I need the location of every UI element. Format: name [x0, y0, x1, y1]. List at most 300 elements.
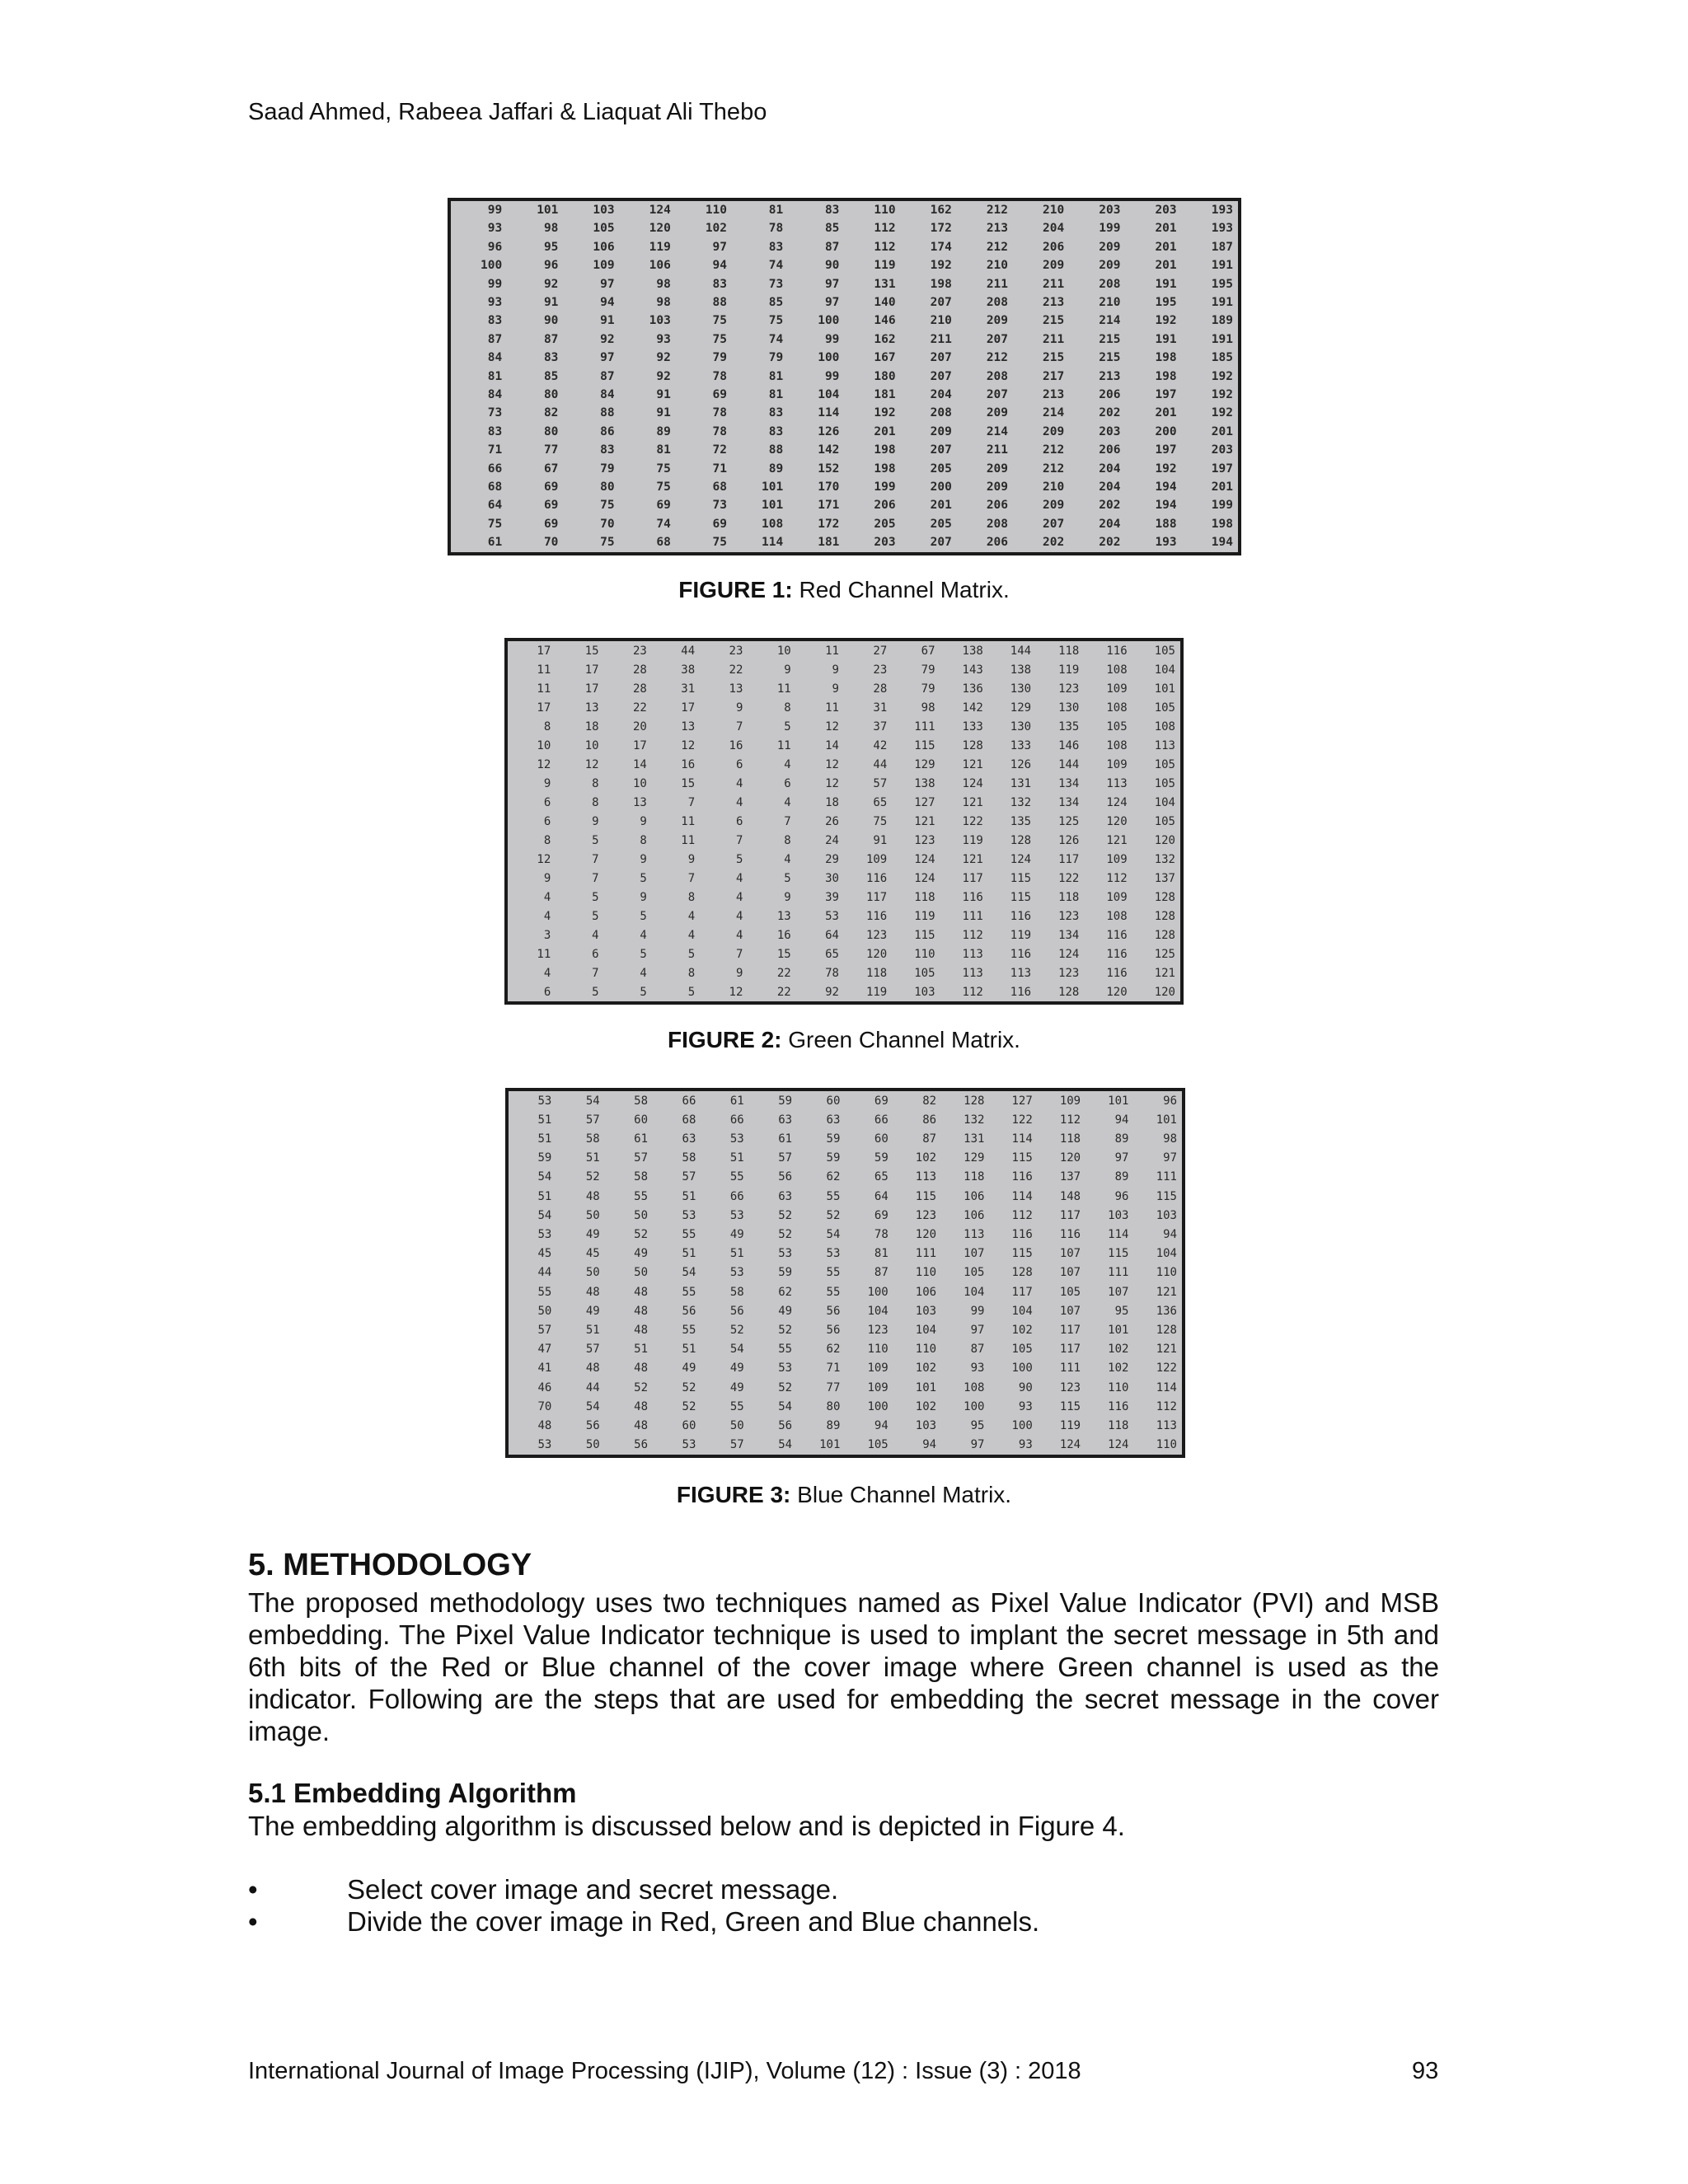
- matrix-cell: 96: [1114, 1189, 1129, 1203]
- matrix-cell: 198: [930, 277, 952, 291]
- matrix-cell: 83: [768, 406, 784, 420]
- matrix-cell: 5: [592, 890, 599, 904]
- matrix-cell: 118: [964, 1170, 985, 1184]
- matrix-cell: 212: [986, 351, 1009, 365]
- matrix-cell: 54: [826, 1228, 841, 1242]
- matrix-cell: 91: [600, 314, 615, 328]
- matrix-row: [508, 774, 1180, 793]
- matrix-cell: 103: [915, 1419, 937, 1433]
- matrix-cell: 9: [592, 814, 599, 828]
- bullet-text: Divide the cover image in Red, Green and Blue channels.: [347, 1906, 1040, 1937]
- matrix-row: [509, 1168, 1182, 1187]
- matrix-cell: 122: [1156, 1361, 1177, 1376]
- matrix-cell: 7: [735, 833, 743, 847]
- matrix-cell: 104: [1011, 1304, 1033, 1318]
- matrix-cell: 5: [640, 871, 647, 885]
- matrix-cell: 192: [930, 259, 952, 273]
- matrix-cell: 117: [1059, 1324, 1081, 1338]
- matrix-row: [451, 515, 1238, 533]
- matrix-cell: 28: [632, 663, 647, 677]
- matrix-cell: 105: [867, 1438, 889, 1452]
- matrix-cell: 71: [487, 443, 503, 457]
- matrix-cell: 105: [1011, 1343, 1033, 1357]
- matrix-cell: 63: [826, 1113, 841, 1127]
- matrix-cell: 203: [1099, 203, 1121, 217]
- matrix-cell: 210: [1043, 480, 1065, 494]
- matrix-cell: 7: [687, 871, 696, 885]
- matrix-cell: 12: [825, 776, 839, 790]
- matrix-cell: 212: [986, 240, 1009, 254]
- matrix-cell: 133: [962, 719, 983, 733]
- matrix-cell: 91: [656, 406, 671, 420]
- matrix-cell: 121: [1156, 1343, 1177, 1357]
- matrix-cell: 128: [1011, 1266, 1033, 1280]
- matrix-row: [508, 982, 1180, 1001]
- matrix-cell: 51: [682, 1189, 696, 1203]
- matrix-cell: 63: [778, 1113, 793, 1127]
- figure-caption-text: Green Channel Matrix.: [788, 1027, 1020, 1052]
- matrix-cell: 113: [1106, 776, 1128, 790]
- matrix-cell: 144: [1058, 757, 1080, 771]
- matrix-cell: 100: [818, 351, 840, 365]
- matrix-cell: 87: [874, 1266, 889, 1280]
- matrix-cell: 203: [1211, 443, 1233, 457]
- matrix-cell: 123: [1058, 966, 1080, 980]
- matrix-cell: 4: [784, 852, 791, 866]
- matrix-cell: 113: [964, 1228, 985, 1242]
- matrix-cell: 138: [962, 644, 983, 658]
- matrix-cell: 5: [784, 719, 791, 733]
- matrix-cell: 102: [915, 1399, 937, 1413]
- matrix-row: [451, 441, 1238, 459]
- matrix-cell: 114: [1011, 1189, 1033, 1203]
- matrix-cell: 100: [867, 1399, 889, 1413]
- matrix-cell: 129: [914, 757, 935, 771]
- matrix-cell: 138: [914, 776, 935, 790]
- matrix-cell: 210: [1099, 295, 1121, 309]
- matrix-cell: 167: [874, 351, 896, 365]
- matrix-cell: 8: [687, 890, 696, 904]
- matrix-cell: 119: [874, 259, 896, 273]
- matrix-cell: 121: [914, 814, 935, 828]
- matrix-row: [451, 201, 1238, 219]
- matrix-cell: 101: [762, 499, 784, 513]
- matrix-row: [508, 926, 1180, 944]
- matrix-cell: 7: [735, 947, 743, 961]
- matrix-row: [508, 736, 1180, 755]
- matrix-cell: 181: [874, 388, 896, 402]
- matrix-cell: 31: [681, 682, 696, 696]
- matrix-cell: 105: [1154, 776, 1175, 790]
- matrix-cell: 126: [1010, 757, 1032, 771]
- matrix-cell: 54: [585, 1094, 600, 1108]
- matrix-cell: 202: [1099, 406, 1121, 420]
- matrix-cell: 101: [819, 1438, 841, 1452]
- matrix-cell: 83: [768, 424, 784, 438]
- matrix-cell: 192: [874, 406, 896, 420]
- matrix-cell: 13: [681, 719, 696, 733]
- matrix-cell: 55: [634, 1189, 649, 1203]
- figure-caption-text: Blue Channel Matrix.: [797, 1482, 1012, 1507]
- matrix-cell: 57: [778, 1151, 793, 1165]
- matrix-cell: 211: [986, 277, 1009, 291]
- matrix-cell: 209: [1099, 259, 1121, 273]
- matrix-cell: 187: [1211, 240, 1233, 254]
- matrix-cell: 191: [1155, 277, 1177, 291]
- matrix-cell: 6: [592, 947, 599, 961]
- matrix-cell: 65: [873, 795, 888, 809]
- matrix-cell: 16: [729, 738, 743, 752]
- matrix-cell: 114: [1108, 1228, 1129, 1242]
- matrix-cell: 13: [584, 701, 599, 715]
- matrix-cell: 85: [768, 295, 784, 309]
- matrix-cell: 205: [874, 517, 896, 531]
- matrix-cell: 89: [656, 424, 671, 438]
- matrix-cell: 123: [915, 1208, 937, 1222]
- matrix-row: [508, 888, 1180, 907]
- matrix-cell: 5: [640, 947, 647, 961]
- matrix-cell: 56: [778, 1170, 793, 1184]
- matrix-row: [508, 963, 1180, 982]
- matrix-cell: 101: [762, 480, 784, 494]
- matrix-cell: 81: [768, 203, 784, 217]
- matrix-cell: 75: [656, 480, 671, 494]
- matrix-cell: 123: [867, 1324, 889, 1338]
- matrix-cell: 67: [921, 644, 935, 658]
- matrix-cell: 28: [873, 682, 888, 696]
- matrix-cell: 113: [1010, 966, 1032, 980]
- matrix-cell: 78: [768, 222, 784, 236]
- matrix-cell: 83: [712, 277, 728, 291]
- matrix-cell: 89: [826, 1419, 841, 1433]
- matrix-cell: 206: [1043, 240, 1065, 254]
- matrix-cell: 101: [1156, 1113, 1177, 1127]
- matrix-cell: 54: [729, 1343, 744, 1357]
- matrix-cell: 212: [1043, 443, 1065, 457]
- matrix-cell: 120: [649, 222, 671, 236]
- matrix-cell: 93: [487, 222, 503, 236]
- matrix-cell: 58: [585, 1132, 600, 1146]
- matrix-cell: 11: [825, 644, 839, 658]
- matrix-row: [451, 330, 1238, 349]
- matrix-cell: 59: [537, 1151, 552, 1165]
- matrix-cell: 210: [930, 314, 952, 328]
- matrix-cell: 104: [915, 1324, 937, 1338]
- matrix-cell: 44: [537, 1266, 552, 1280]
- matrix-cell: 105: [964, 1266, 985, 1280]
- matrix-row: [509, 1282, 1182, 1301]
- matrix-cell: 104: [964, 1285, 985, 1299]
- matrix-cell: 204: [1099, 517, 1121, 531]
- matrix-cell: 94: [1114, 1113, 1129, 1127]
- matrix-cell: 118: [1108, 1419, 1129, 1433]
- matrix-cell: 137: [1154, 871, 1175, 885]
- matrix-cell: 56: [585, 1419, 600, 1433]
- matrix-cell: 73: [768, 277, 784, 291]
- matrix-cell: 116: [1010, 985, 1032, 999]
- matrix-cell: 77: [543, 443, 559, 457]
- matrix-cell: 122: [962, 814, 983, 828]
- matrix-cell: 209: [986, 480, 1009, 494]
- matrix-cell: 51: [537, 1189, 552, 1203]
- matrix-cell: 140: [874, 295, 896, 309]
- matrix-cell: 146: [874, 314, 896, 328]
- matrix-cell: 116: [1011, 1170, 1033, 1184]
- matrix-cell: 108: [1106, 663, 1128, 677]
- matrix-cell: 93: [487, 295, 503, 309]
- matrix-cell: 116: [865, 909, 888, 923]
- matrix-cell: 210: [986, 259, 1009, 273]
- matrix-cell: 75: [600, 499, 615, 513]
- matrix-cell: 115: [1108, 1247, 1129, 1261]
- matrix-cell: 99: [487, 277, 503, 291]
- matrix-cell: 69: [874, 1208, 889, 1222]
- matrix-cell: 6: [543, 814, 551, 828]
- matrix-cell: 9: [543, 871, 551, 885]
- matrix-cell: 79: [712, 351, 728, 365]
- matrix-cell: 209: [986, 462, 1009, 476]
- matrix-cell: 124: [1059, 1438, 1081, 1452]
- matrix-cell: 162: [874, 332, 896, 346]
- matrix-cell: 106: [649, 259, 671, 273]
- matrix-cell: 14: [632, 757, 647, 771]
- matrix-cell: 109: [593, 259, 615, 273]
- matrix-cell: 83: [487, 424, 503, 438]
- matrix-cell: 56: [826, 1304, 841, 1318]
- matrix-cell: 136: [1156, 1304, 1177, 1318]
- matrix-cell: 110: [915, 1266, 937, 1280]
- matrix-cell: 17: [537, 701, 551, 715]
- matrix-cell: 171: [818, 499, 840, 513]
- matrix-cell: 116: [1010, 947, 1032, 961]
- matrix-cell: 66: [487, 462, 503, 476]
- matrix-cell: 198: [1155, 351, 1177, 365]
- matrix-cell: 10: [632, 776, 647, 790]
- matrix-cell: 15: [681, 776, 696, 790]
- matrix-row: [509, 1301, 1182, 1320]
- matrix-cell: 101: [537, 203, 559, 217]
- matrix-cell: 130: [1010, 682, 1032, 696]
- matrix-cell: 192: [1211, 406, 1233, 420]
- matrix-cell: 4: [735, 909, 743, 923]
- figure-label: FIGURE 1:: [678, 577, 793, 602]
- matrix-cell: 116: [1010, 909, 1032, 923]
- matrix-cell: 126: [818, 424, 840, 438]
- matrix-cell: 97: [600, 277, 615, 291]
- matrix-cell: 213: [1043, 388, 1065, 402]
- matrix-cell: 39: [825, 890, 839, 904]
- matrix-cell: 55: [682, 1285, 696, 1299]
- matrix-cell: 114: [1156, 1380, 1177, 1394]
- matrix-cell: 124: [1106, 795, 1128, 809]
- matrix-row: [451, 238, 1238, 256]
- matrix-cell: 109: [867, 1380, 889, 1394]
- matrix-cell: 112: [874, 222, 896, 236]
- matrix-cell: 4: [784, 795, 791, 809]
- matrix-cell: 172: [930, 222, 952, 236]
- matrix-cell: 89: [768, 462, 784, 476]
- matrix-cell: 111: [915, 1247, 937, 1261]
- matrix-cell: 74: [768, 259, 784, 273]
- matrix-cell: 51: [537, 1132, 552, 1146]
- matrix-cell: 53: [826, 1247, 841, 1261]
- matrix-cell: 74: [768, 332, 784, 346]
- matrix-cell: 16: [776, 928, 791, 942]
- matrix-cell: 119: [865, 985, 888, 999]
- matrix-cell: 119: [1058, 663, 1080, 677]
- matrix-cell: 131: [964, 1132, 985, 1146]
- matrix-cell: 106: [964, 1208, 985, 1222]
- matrix-cell: 69: [543, 517, 559, 531]
- matrix-cell: 84: [487, 388, 503, 402]
- matrix-cell: 56: [778, 1419, 793, 1433]
- matrix-cell: 212: [1043, 462, 1065, 476]
- matrix-cell: 86: [600, 424, 615, 438]
- matrix-cell: 198: [874, 462, 896, 476]
- matrix-cell: 3: [543, 928, 551, 942]
- matrix-cell: 105: [1154, 814, 1175, 828]
- matrix-cell: 123: [865, 928, 888, 942]
- matrix-cell: 217: [1043, 369, 1065, 383]
- matrix-cell: 11: [537, 947, 551, 961]
- matrix-cell: 97: [970, 1438, 985, 1452]
- matrix-cell: 108: [1106, 701, 1128, 715]
- matrix-cell: 69: [874, 1094, 889, 1108]
- matrix-cell: 83: [600, 443, 615, 457]
- matrix-cell: 37: [873, 719, 888, 733]
- matrix-cell: 107: [1059, 1304, 1081, 1318]
- matrix-cell: 105: [1059, 1285, 1081, 1299]
- matrix-cell: 12: [537, 852, 551, 866]
- matrix-cell: 143: [962, 663, 983, 677]
- matrix-row: [509, 1187, 1182, 1206]
- matrix-row: [508, 679, 1180, 698]
- matrix-row: [509, 1206, 1182, 1225]
- matrix-cell: 204: [930, 388, 952, 402]
- subsection-paragraph: The embedding algorithm is discussed below and is depicted in Figure 4.: [248, 1811, 1125, 1841]
- matrix-cell: 55: [826, 1266, 841, 1280]
- matrix-cell: 6: [784, 776, 791, 790]
- matrix-cell: 4: [640, 966, 647, 980]
- matrix-cell: 106: [593, 240, 615, 254]
- matrix-cell: 4: [543, 909, 551, 923]
- matrix-row: [508, 698, 1180, 717]
- matrix-cell: 8: [784, 833, 791, 847]
- matrix-cell: 104: [1154, 795, 1175, 809]
- figure-1-caption: [0, 577, 1688, 603]
- matrix-cell: 52: [634, 1228, 649, 1242]
- matrix-cell: 9: [640, 852, 647, 866]
- bullet-marker: •: [248, 1906, 258, 1937]
- matrix-cell: 46: [537, 1380, 552, 1394]
- matrix-cell: 109: [1106, 890, 1128, 904]
- matrix-cell: 209: [1043, 424, 1065, 438]
- matrix-cell: 58: [634, 1094, 649, 1108]
- matrix-cell: 128: [964, 1094, 985, 1108]
- matrix-cell: 128: [1154, 928, 1175, 942]
- figure-label: FIGURE 3:: [676, 1482, 791, 1507]
- matrix-cell: 78: [712, 406, 728, 420]
- matrix-cell: 89: [1114, 1170, 1129, 1184]
- matrix-cell: 119: [914, 909, 935, 923]
- bullet-text: Select cover image and secret message.: [347, 1874, 839, 1905]
- matrix-cell: 49: [729, 1361, 744, 1376]
- matrix-cell: 90: [1018, 1380, 1033, 1394]
- matrix-cell: 50: [634, 1208, 649, 1222]
- matrix-cell: 61: [487, 536, 503, 550]
- matrix-cell: 92: [825, 985, 839, 999]
- matrix-cell: 208: [930, 406, 952, 420]
- matrix-cell: 115: [914, 738, 935, 752]
- matrix-cell: 128: [1156, 1324, 1177, 1338]
- matrix-cell: 57: [537, 1324, 552, 1338]
- matrix-cell: 209: [1099, 240, 1121, 254]
- matrix-cell: 108: [762, 517, 784, 531]
- figure-label: FIGURE 2:: [668, 1027, 782, 1052]
- matrix-cell: 23: [873, 663, 888, 677]
- matrix-cell: 83: [543, 351, 559, 365]
- matrix-cell: 213: [1043, 295, 1065, 309]
- matrix-cell: 131: [1010, 776, 1032, 790]
- matrix-cell: 211: [930, 332, 952, 346]
- matrix-cell: 102: [1108, 1361, 1129, 1376]
- matrix-cell: 208: [986, 369, 1009, 383]
- matrix-table: [509, 1091, 1182, 1455]
- matrix-cell: 60: [826, 1094, 841, 1108]
- matrix-cell: 199: [1211, 499, 1233, 513]
- matrix-cell: 53: [778, 1247, 793, 1261]
- matrix-cell: 79: [921, 682, 935, 696]
- matrix-cell: 144: [1010, 644, 1032, 658]
- matrix-cell: 94: [1163, 1228, 1177, 1242]
- matrix-cell: 111: [962, 909, 983, 923]
- matrix-cell: 7: [735, 719, 743, 733]
- matrix-cell: 54: [778, 1438, 793, 1452]
- matrix-cell: 50: [585, 1266, 600, 1280]
- matrix-cell: 69: [543, 499, 559, 513]
- matrix-cell: 50: [729, 1419, 744, 1433]
- matrix-cell: 193: [1211, 222, 1233, 236]
- red-channel-matrix: [448, 198, 1241, 555]
- matrix-cell: 88: [600, 406, 615, 420]
- matrix-cell: 53: [778, 1361, 793, 1376]
- matrix-cell: 23: [632, 644, 647, 658]
- matrix-cell: 66: [682, 1094, 696, 1108]
- matrix-cell: 118: [1059, 1132, 1081, 1146]
- matrix-cell: 84: [600, 388, 615, 402]
- matrix-cell: 105: [593, 222, 615, 236]
- matrix-cell: 109: [1106, 757, 1128, 771]
- matrix-cell: 8: [543, 719, 551, 733]
- matrix-cell: 195: [1155, 295, 1177, 309]
- matrix-cell: 213: [1099, 369, 1121, 383]
- matrix-cell: 101: [1108, 1094, 1129, 1108]
- matrix-cell: 121: [1154, 966, 1175, 980]
- matrix-cell: 17: [584, 682, 599, 696]
- matrix-cell: 9: [543, 776, 551, 790]
- matrix-cell: 52: [826, 1208, 841, 1222]
- matrix-cell: 45: [585, 1247, 600, 1261]
- matrix-cell: 69: [712, 517, 728, 531]
- matrix-cell: 124: [962, 776, 983, 790]
- matrix-cell: 4: [592, 928, 599, 942]
- matrix-cell: 11: [537, 663, 551, 677]
- matrix-cell: 70: [537, 1399, 552, 1413]
- matrix-cell: 58: [682, 1151, 696, 1165]
- matrix-cell: 5: [592, 833, 599, 847]
- matrix-cell: 209: [1043, 499, 1065, 513]
- matrix-cell: 5: [592, 909, 599, 923]
